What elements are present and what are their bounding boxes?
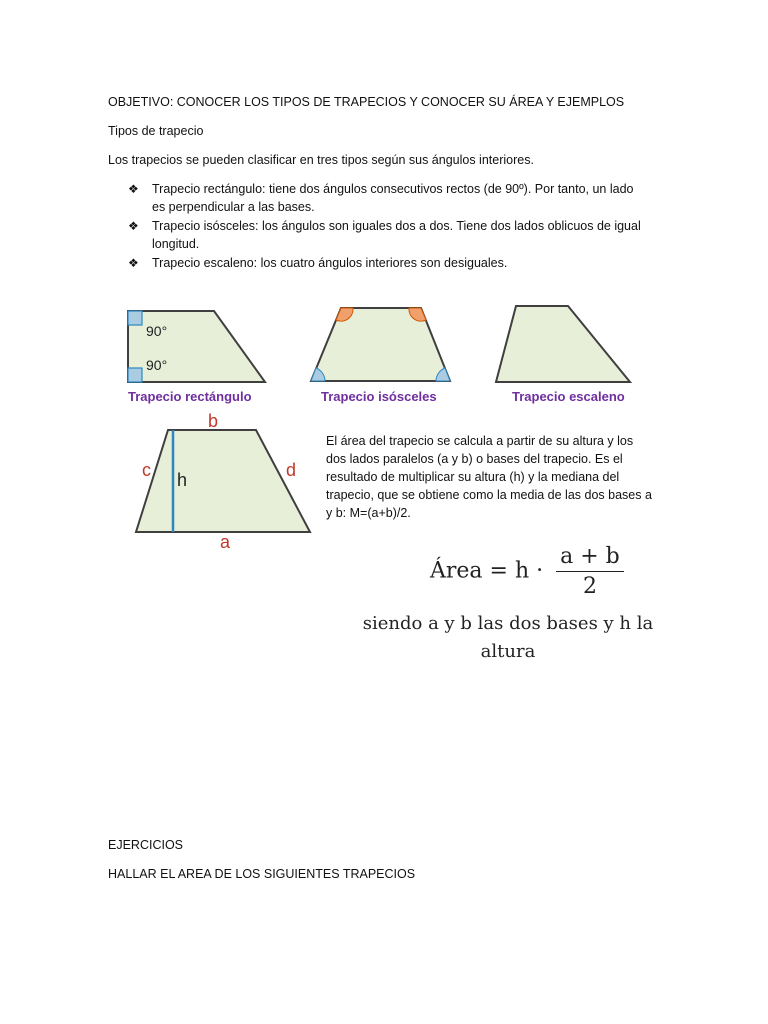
bullet-text-rectangulo: Trapecio rectángulo: tiene dos ángulos consecutivos rectos (de 90º). Por tanto, un lado es perpendicular a las bases. <box>152 182 634 214</box>
label-side-c: c <box>142 460 151 480</box>
diamond-bullet-icon: ❖ <box>128 182 139 196</box>
bullet-text-escaleno: Trapecio escaleno: los cuatro ángulos interiores son desiguales. <box>152 256 508 270</box>
area-formula <box>430 544 624 599</box>
angle-label-top: 90° <box>146 323 168 339</box>
formula-note: siendo a y b las dos bases y h la altura <box>362 613 654 662</box>
list-item <box>128 217 648 253</box>
intro-text: Los trapecios se pueden clasificar en tres tipos según sus ángulos interiores. <box>108 153 534 167</box>
trapezoid-types-list <box>128 180 648 273</box>
caption-rectangulo: Trapecio rectángulo <box>128 389 252 404</box>
caption-escaleno: Trapecio escaleno <box>512 389 625 404</box>
label-height-h: h <box>177 470 188 490</box>
caption-isosceles: Trapecio isósceles <box>321 389 437 404</box>
right-trapezoid-figure <box>120 305 280 390</box>
formula-fraction <box>556 544 624 599</box>
bullet-text-isosceles: Trapecio isósceles: los ángulos son iguales dos a dos. Tiene dos lados oblicuos de igual longitud. <box>152 219 641 251</box>
isosceles-trapezoid-figure <box>303 300 458 388</box>
label-base-b: b <box>208 411 219 431</box>
formula-numerator: a + b <box>556 544 624 572</box>
area-explanation: El área del trapecio se calcula a partir de su altura y los dos lados paralelos (a y b) o bases del trapecio. Es el resultado de multiplicar su altura (h) y la mediana del trapecio, que se obtiene como la media de las dos bases a y b: M=(a+b)/2. <box>326 434 652 520</box>
list-item <box>128 180 648 216</box>
exercises-instruction: HALLAR EL AREA DE LOS SIGUIENTES TRAPECIOS <box>108 867 416 881</box>
list-item <box>128 254 648 272</box>
scalene-trapezoid-figure <box>490 302 640 388</box>
formula-denominator: 2 <box>582 574 597 599</box>
objective-heading: OBJETIVO: CONOCER LOS TIPOS DE TRAPECIOS Y CONOCER SU ÁREA Y EJEMPLOS <box>108 95 625 109</box>
section-title: Tipos de trapecio <box>108 124 204 138</box>
label-base-a: a <box>220 532 231 552</box>
angle-label-bottom: 90° <box>146 357 168 373</box>
formula-lhs: Área = h · <box>430 558 544 584</box>
diamond-bullet-icon: ❖ <box>128 219 139 233</box>
exercises-title: EJERCICIOS <box>108 838 184 852</box>
diamond-bullet-icon: ❖ <box>128 256 139 270</box>
label-side-d: d <box>286 460 297 480</box>
